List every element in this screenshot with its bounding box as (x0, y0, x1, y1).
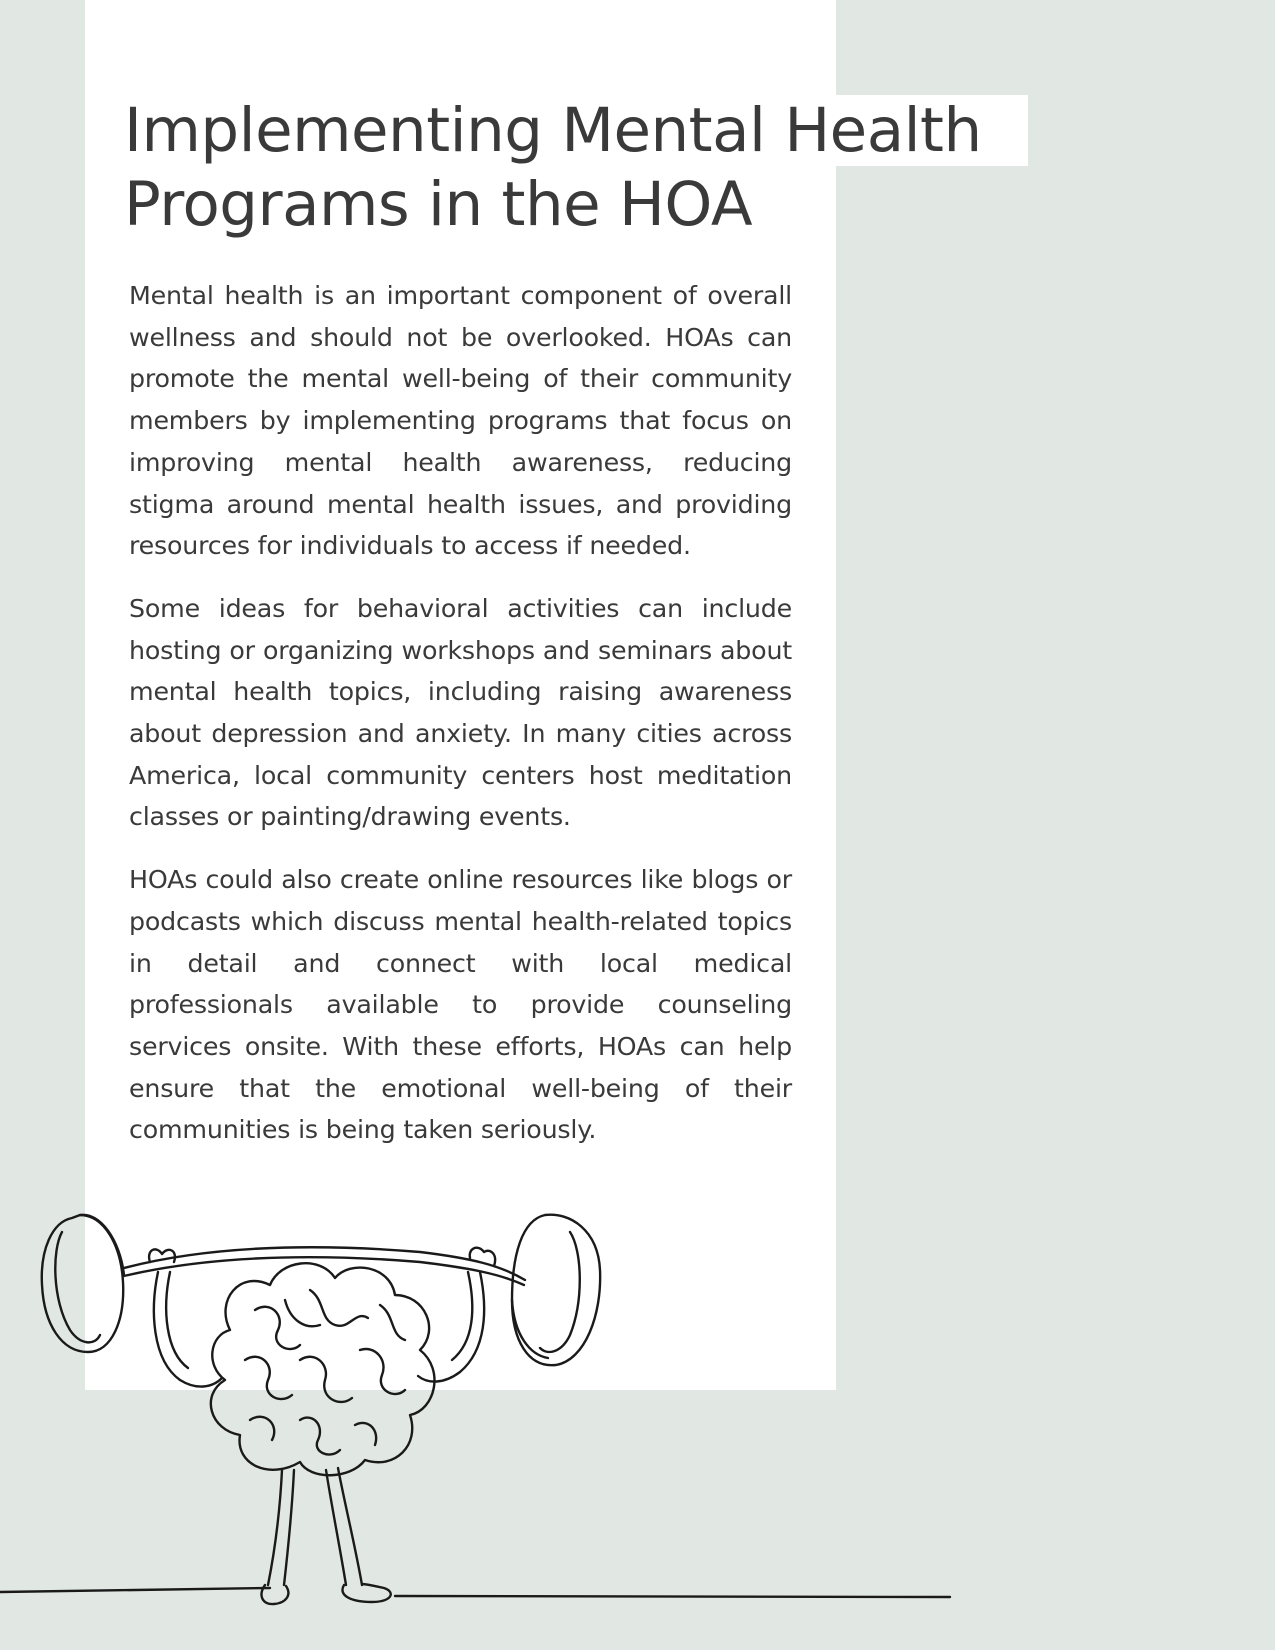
ground-line (0, 1588, 950, 1597)
brain-lifting-barbell-icon (0, 1195, 1275, 1650)
left-leg (268, 1470, 282, 1585)
page-title-line-1: Implementing Mental Health (124, 95, 982, 166)
article-body (129, 275, 792, 1172)
page-title-line-2: Programs in the HOA (124, 169, 753, 240)
right-leg (338, 1468, 362, 1585)
right-foot (342, 1584, 390, 1602)
barbell-bar (124, 1247, 525, 1280)
paragraph-3: HOAs could also create online resources like blogs or podcasts which discuss mental health-related topics in detail and connect with local medical professionals available to provide counseling services onsite. With these efforts, HOAs can help ensure that the emotional well-being of their communities is being taken seriously. (129, 865, 792, 1145)
left-arm (154, 1272, 222, 1387)
paragraph-1: Mental health is an important component of overall wellness and should not be overlooked. HOAs can promote the mental well-being of their community members by implementing programs that focus on improving mental health awareness, reducing stigma around mental health issues, and providing resources for individuals to access if needed. (129, 281, 792, 561)
brain (211, 1263, 435, 1475)
paragraph-2: Some ideas for behavioral activities can include hosting or organizing workshops and seminars about mental health topics, including raising awareness about depression and anxiety. In many cities across America, local community centers host meditation classes or painting/drawing events. (129, 593, 792, 832)
page-title (124, 94, 1024, 242)
